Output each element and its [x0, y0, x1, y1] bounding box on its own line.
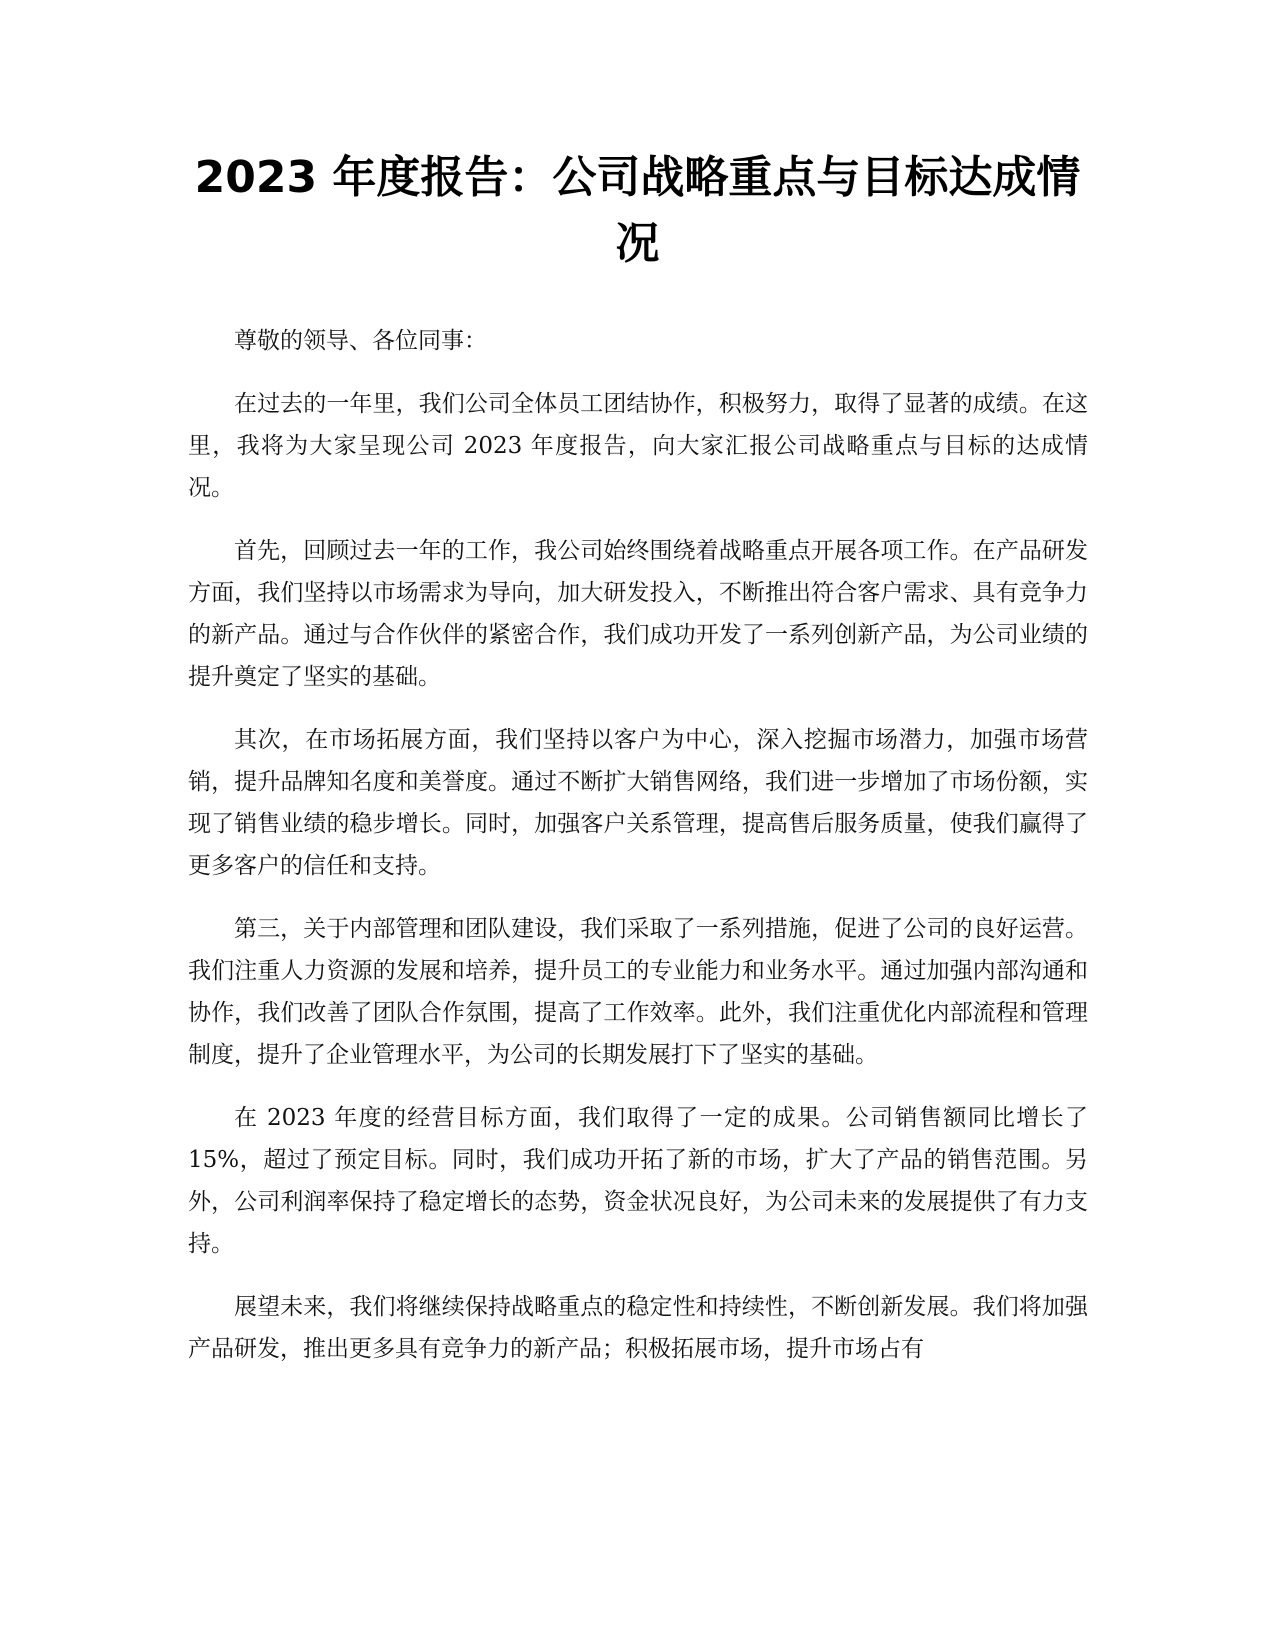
- intro-paragraph: 在过去的一年里，我们公司全体员工团结协作，积极努力，取得了显著的成绩。在这里，我将为大家呈现公司 2023 年度报告，向大家汇报公司战略重点与目标的达成情况。: [188, 391, 1088, 501]
- salutation-paragraph: 尊敬的领导、各位同事：: [234, 328, 487, 354]
- product-rd-paragraph: 首先，回顾过去一年的工作，我公司始终围绕着战略重点开展各项工作。在产品研发方面，我们坚持以市场需求为导向，加大研发投入，不断推出符合客户需求、具有竞争力的新产品。通过与合作伙伴的紧密合作，我们成功开发了一系列创新产品，为公司业绩的提升奠定了坚实的基础。: [188, 538, 1088, 690]
- document-title: 2023 年度报告：公司战略重点与目标达成情况: [194, 152, 1081, 269]
- document-body: [188, 320, 1088, 1391]
- business-goals-paragraph: 在 2023 年度的经营目标方面，我们取得了一定的成果。公司销售额同比增长了 15%，超过了预定目标。同时，我们成功开拓了新的市场，扩大了产品的销售范围。另外，公司利润率保持了稳定增长的态势，资金状况良好，为公司未来的发展提供了有力支持。: [188, 1105, 1088, 1257]
- market-expansion-paragraph: 其次，在市场拓展方面，我们坚持以客户为中心，深入挖掘市场潜力，加强市场营销，提升品牌知名度和美誉度。通过不断扩大销售网络，我们进一步增加了市场份额，实现了销售业绩的稳步增长。同时，加强客户关系管理，提高售后服务质量，使我们赢得了更多客户的信任和支持。: [188, 727, 1088, 879]
- internal-management-paragraph: 第三，关于内部管理和团队建设，我们采取了一系列措施，促进了公司的良好运营。我们注重人力资源的发展和培养，提升员工的专业能力和业务水平。通过加强内部沟通和协作，我们改善了团队合作氛围，提高了工作效率。此外，我们注重优化内部流程和管理制度，提升了企业管理水平，为公司的长期发展打下了坚实的基础。: [188, 916, 1088, 1068]
- outlook-paragraph: 展望未来，我们将继续保持战略重点的稳定性和持续性，不断创新发展。我们将加强产品研发，推出更多具有竞争力的新产品；积极拓展市场，提升市场占有: [188, 1294, 1088, 1362]
